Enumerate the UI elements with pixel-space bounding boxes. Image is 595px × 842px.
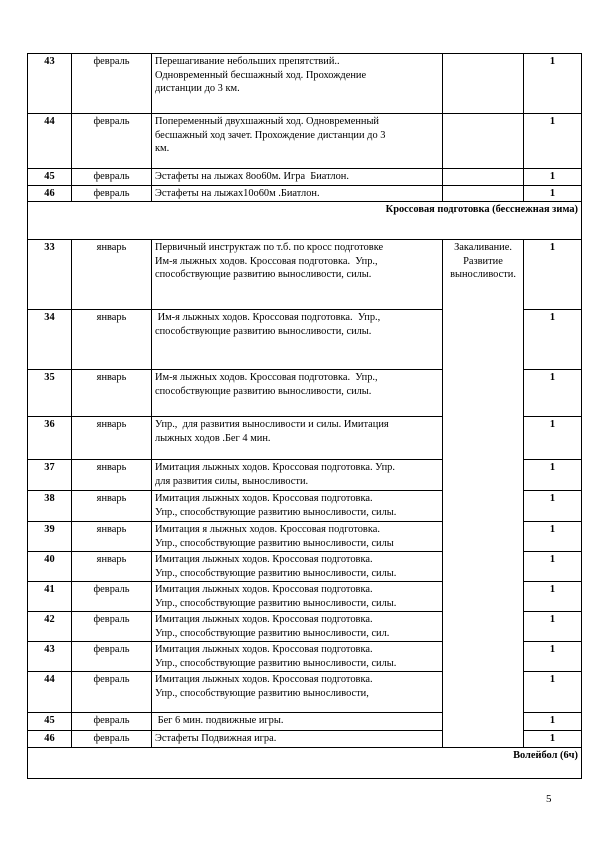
- lesson-number: 34: [28, 310, 72, 370]
- lesson-note: [443, 54, 524, 114]
- lesson-month: февраль: [72, 642, 152, 672]
- topic-line: Имитация я лыжных ходов. Кроссовая подготовка.: [155, 524, 380, 535]
- page-number: 5: [546, 793, 552, 805]
- lesson-hours: 1: [524, 552, 582, 582]
- lesson-number: 40: [28, 552, 72, 582]
- lesson-number: 43: [28, 54, 72, 114]
- table-row: [28, 169, 582, 186]
- lesson-hours: 1: [524, 417, 582, 460]
- lesson-month: февраль: [72, 731, 152, 748]
- lesson-month: январь: [72, 310, 152, 370]
- lesson-number: 36: [28, 417, 72, 460]
- topic-line: Перешагивание небольших препятствий..: [155, 56, 340, 67]
- lesson-number: 43: [28, 642, 72, 672]
- topic-line: Имитация лыжных ходов. Кроссовая подготовка.: [155, 644, 373, 655]
- topic-line: способствующие развитию выносливости, силы.: [155, 269, 372, 280]
- lesson-number: 45: [28, 713, 72, 731]
- lesson-month: январь: [72, 460, 152, 491]
- lesson-topic: [152, 642, 443, 672]
- topic-line: Имитация лыжных ходов. Кроссовая подготовка.: [155, 614, 373, 625]
- lesson-hours: 1: [524, 185, 582, 202]
- lesson-month: февраль: [72, 54, 152, 114]
- lesson-month: февраль: [72, 114, 152, 169]
- note-line: Развитие: [463, 255, 503, 267]
- lesson-hours: 1: [524, 522, 582, 552]
- lesson-hours: 1: [524, 370, 582, 417]
- lesson-number: 42: [28, 612, 72, 642]
- topic-line: Эстафеты на лыжах10о60м .Биатлон.: [155, 187, 320, 199]
- lesson-month: февраль: [72, 185, 152, 202]
- lesson-month: январь: [72, 522, 152, 552]
- table-row: [28, 114, 582, 169]
- lesson-hours: 1: [524, 460, 582, 491]
- lesson-hours: 1: [524, 713, 582, 731]
- lesson-topic: [152, 54, 443, 114]
- lesson-plan-table: [27, 53, 582, 779]
- lesson-number: 33: [28, 240, 72, 310]
- topic-line: Упр., для развития выносливости и силы. Имитация: [155, 419, 389, 430]
- topic-line: для развития силы, выносливости.: [155, 475, 309, 487]
- topic-line: Упр., способствующие развитию выносливости, силы: [155, 537, 394, 549]
- topic-line: Упр., способствующие развитию выносливости, силы.: [155, 657, 397, 669]
- lesson-topic: [152, 582, 443, 612]
- lesson-note: [443, 114, 524, 169]
- lesson-month: январь: [72, 552, 152, 582]
- topic-line: дистанции до 3 км.: [155, 83, 240, 94]
- topic-line: Упр., способствующие развитию выносливости, силы.: [155, 597, 397, 609]
- lesson-number: 38: [28, 491, 72, 522]
- topic-line: Упр., способствующие развитию выносливости, силы.: [155, 567, 397, 579]
- lesson-hours: 1: [524, 169, 582, 186]
- lesson-month: февраль: [72, 582, 152, 612]
- lesson-month: февраль: [72, 169, 152, 186]
- topic-line: бесшажный ход зачет. Прохождение дистанции до 3: [155, 129, 386, 141]
- topic-line: Бег 6 мин. подвижные игры.: [155, 715, 284, 726]
- topic-line: Упр., способствующие развитию выносливости,: [155, 687, 369, 699]
- lesson-topic: [152, 185, 443, 202]
- topic-line: Имитация лыжных ходов. Кроссовая подготовка.: [155, 554, 373, 565]
- lesson-topic: [152, 713, 443, 731]
- lesson-note: [443, 185, 524, 202]
- lesson-month: январь: [72, 370, 152, 417]
- lesson-hours: 1: [524, 310, 582, 370]
- lesson-note-cross: [443, 240, 524, 748]
- topic-line: лыжных ходов .Бег 4 мин.: [155, 432, 271, 444]
- lesson-hours: 1: [524, 114, 582, 169]
- table-row: [28, 240, 582, 310]
- lesson-topic: [152, 417, 443, 460]
- lesson-topic: [152, 612, 443, 642]
- lesson-month: февраль: [72, 612, 152, 642]
- lesson-number: 44: [28, 114, 72, 169]
- topic-line: Одновременный бесшажный ход. Прохождение: [155, 69, 367, 81]
- lesson-topic: [152, 114, 443, 169]
- topic-line: Им-я лыжных ходов. Кроссовая подготовка. Упр.,: [155, 312, 381, 323]
- lesson-topic: [152, 460, 443, 491]
- lesson-topic: [152, 310, 443, 370]
- topic-line: Эстафеты на лыжах 8оо60м. Игра Биатлон.: [155, 171, 349, 182]
- topic-line: км.: [155, 143, 170, 154]
- lesson-hours: 1: [524, 582, 582, 612]
- lesson-hours: 1: [524, 54, 582, 114]
- topic-line: Первичный инструктаж по т.б. по кросс подготовке: [155, 242, 384, 253]
- lesson-topic: [152, 672, 443, 713]
- topic-line: Попеременный двухшажный ход. Одновременный: [155, 116, 379, 127]
- topic-line: Им-я лыжных ходов. Кроссовая подготовка. Упр.,: [155, 255, 378, 267]
- lesson-topic: [152, 522, 443, 552]
- note-line: Закаливание.: [454, 242, 512, 253]
- lesson-topic: [152, 169, 443, 186]
- lesson-hours: 1: [524, 491, 582, 522]
- table-row: [28, 54, 582, 114]
- section-row: [28, 202, 582, 240]
- lesson-topic: [152, 370, 443, 417]
- lesson-number: 41: [28, 582, 72, 612]
- lesson-topic: [152, 552, 443, 582]
- topic-line: способствующие развитию выносливости, силы.: [155, 385, 372, 397]
- lesson-hours: 1: [524, 731, 582, 748]
- lesson-hours: 1: [524, 240, 582, 310]
- lesson-topic: [152, 240, 443, 310]
- lesson-hours: 1: [524, 612, 582, 642]
- topic-line: Имитация лыжных ходов. Кроссовая подготовка. Упр.: [155, 462, 395, 473]
- lesson-number: 44: [28, 672, 72, 713]
- lesson-number: 46: [28, 185, 72, 202]
- lesson-topic: [152, 731, 443, 748]
- lesson-plan-sheet: [27, 53, 581, 779]
- lesson-number: 39: [28, 522, 72, 552]
- lesson-hours: 1: [524, 642, 582, 672]
- lesson-hours: 1: [524, 672, 582, 713]
- lesson-number: 35: [28, 370, 72, 417]
- lesson-plan-body: [28, 54, 582, 779]
- topic-line: Эстафеты Подвижная игра.: [155, 733, 277, 744]
- topic-line: Имитация лыжных ходов. Кроссовая подготовка.: [155, 674, 373, 685]
- lesson-month: январь: [72, 417, 152, 460]
- note-line: выносливости.: [450, 269, 516, 280]
- table-row: [28, 185, 582, 202]
- topic-line: Упр., способствующие развитию выносливости, сил.: [155, 627, 390, 639]
- lesson-note: [443, 169, 524, 186]
- topic-line: Имитация лыжных ходов. Кроссовая подготовка.: [155, 493, 373, 504]
- lesson-number: 45: [28, 169, 72, 186]
- lesson-month: январь: [72, 491, 152, 522]
- topic-line: Имитация лыжных ходов. Кроссовая подготовка.: [155, 584, 373, 595]
- section-title-cross: Кроссовая подготовка (бесснежная зима): [28, 202, 582, 240]
- topic-line: Им-я лыжных ходов. Кроссовая подготовка. Упр.,: [155, 372, 378, 383]
- lesson-topic: [152, 491, 443, 522]
- lesson-month: февраль: [72, 672, 152, 713]
- section-title-volleyball: Волейбол (6ч): [28, 747, 582, 778]
- lesson-number: 37: [28, 460, 72, 491]
- lesson-month: февраль: [72, 713, 152, 731]
- topic-line: Упр., способствующие развитию выносливости, силы.: [155, 506, 397, 518]
- topic-line: способствующие развитию выносливости, силы.: [155, 325, 372, 337]
- lesson-number: 46: [28, 731, 72, 748]
- section-row: [28, 747, 582, 778]
- lesson-month: январь: [72, 240, 152, 310]
